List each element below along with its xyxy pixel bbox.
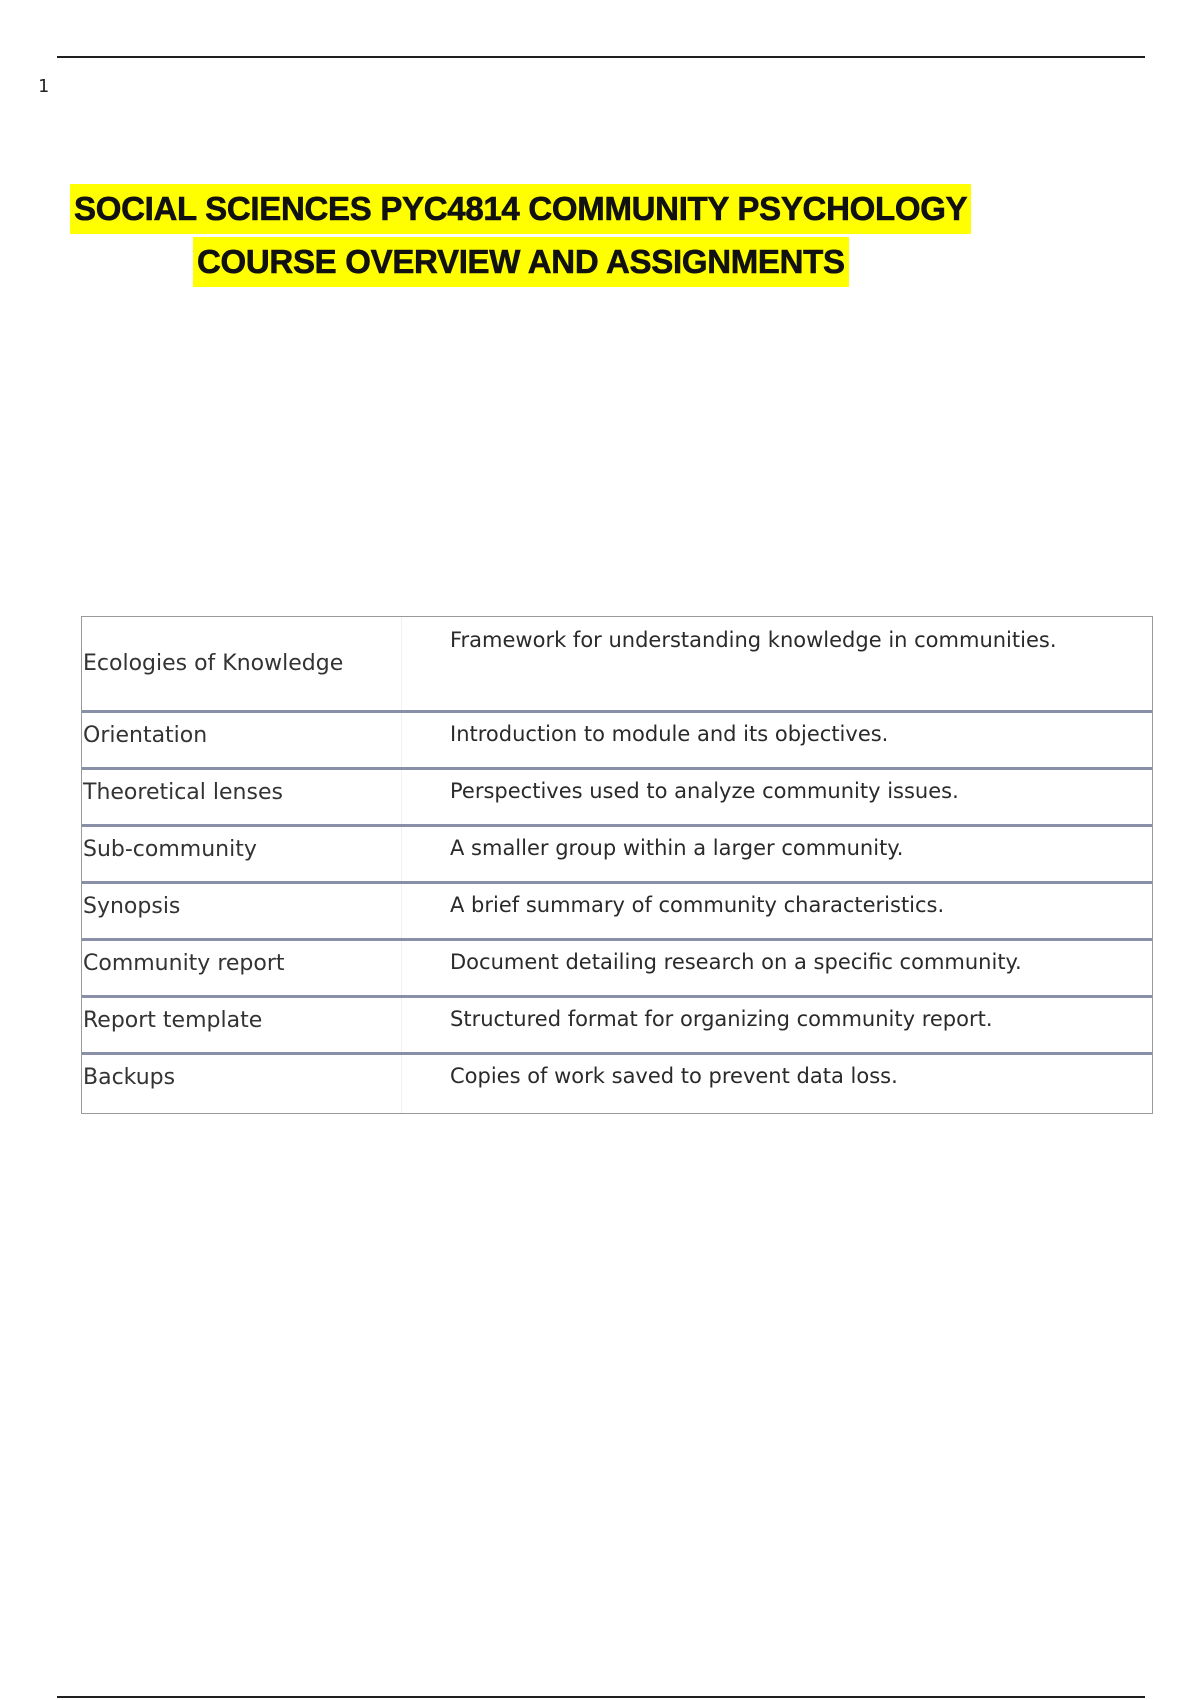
table-row xyxy=(82,617,1152,713)
term-cell: Orientation xyxy=(82,713,402,767)
table-row xyxy=(82,827,1152,884)
table-row xyxy=(82,941,1152,998)
definition-cell: Document detailing research on a specific community. xyxy=(450,950,1022,974)
glossary-table xyxy=(81,616,1153,1114)
definition-cell: Framework for understanding knowledge in communities. xyxy=(450,628,1057,652)
term-cell: Synopsis xyxy=(82,884,402,938)
term-cell: Theoretical lenses xyxy=(82,770,402,824)
term-cell: Sub-community xyxy=(82,827,402,881)
document-title-line-1: SOCIAL SCIENCES PYC4814 COMMUNITY PSYCHOLOGY xyxy=(70,184,971,234)
term-cell: Backups xyxy=(82,1055,402,1113)
page-number: 1 xyxy=(38,76,49,97)
table-row xyxy=(82,713,1152,770)
header-rule xyxy=(57,56,1145,58)
table-row xyxy=(82,770,1152,827)
table-row xyxy=(82,1055,1152,1113)
definition-cell: Copies of work saved to prevent data loss. xyxy=(450,1064,898,1088)
footer-rule xyxy=(57,1696,1145,1698)
definition-cell: A brief summary of community characteristics. xyxy=(450,893,945,917)
table-row xyxy=(82,998,1152,1055)
definition-cell: Perspectives used to analyze community issues. xyxy=(450,779,959,803)
definition-cell: Structured format for organizing community report. xyxy=(450,1007,993,1031)
definition-cell: A smaller group within a larger community. xyxy=(450,836,904,860)
term-cell: Ecologies of Knowledge xyxy=(82,617,402,710)
definition-cell: Introduction to module and its objectives. xyxy=(450,722,889,746)
table-row xyxy=(82,884,1152,941)
term-cell: Report template xyxy=(82,998,402,1052)
document-title-line-2: COURSE OVERVIEW AND ASSIGNMENTS xyxy=(193,237,849,287)
term-cell: Community report xyxy=(82,941,402,995)
